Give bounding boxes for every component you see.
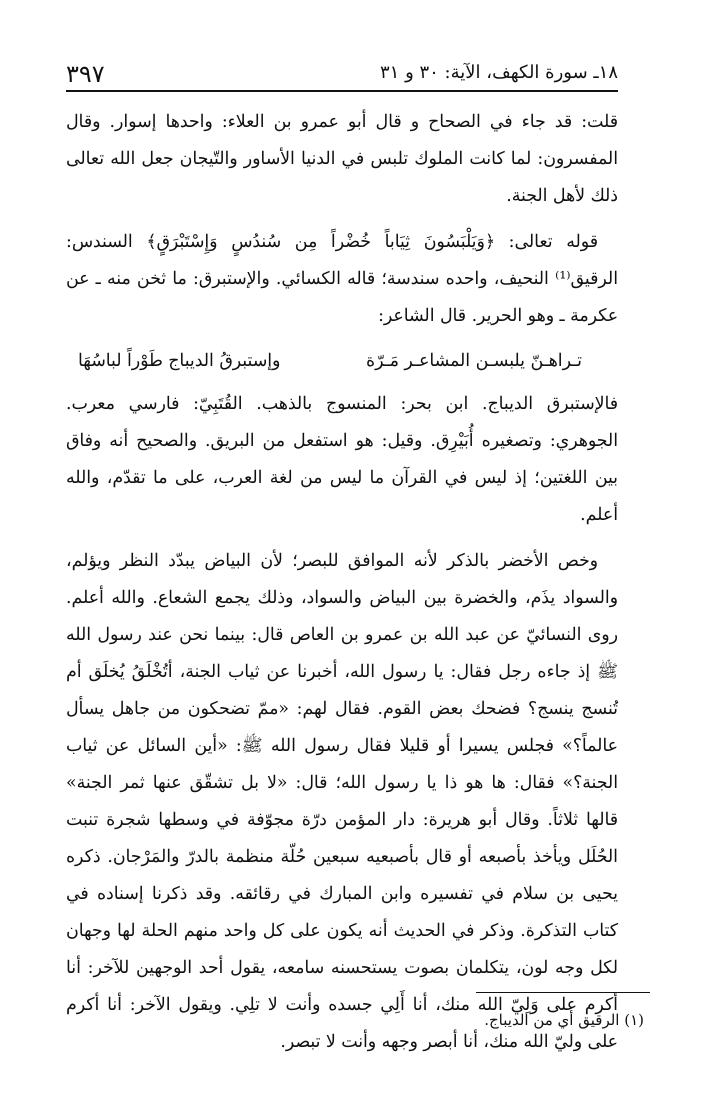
page-number: ٣٩٧ xyxy=(66,60,105,88)
footnote-rule xyxy=(476,992,650,993)
running-title: ١٨ـ سورة الكهف، الآية: ٣٠ و ٣١ xyxy=(380,62,618,83)
page-header xyxy=(66,54,618,90)
paragraph-1: قلت: قد جاء في الصحاح و قال أبو عمرو بن العلاء: واحدها إسوار. وقال المفسرون: لما كانت الملوك تلبس في الدنيا الأساور والتّيجان جعل الله تعالى ذلك لأهل الجنة. xyxy=(66,112,618,206)
paragraph-4: وخص الأخضر بالذكر لأنه الموافق للبصر؛ لأن البياض يبدّد النظر ويؤلم، والسواد يذَم، والخضرة بين البياض والسواد، وذلك يجمع الشعاع. والله أعلم. روى النسائيّ عن عبد الله بن عمرو بن العاص قال: بينما نحن عند رسول الله ﷺ إذ جاءه رجل فقال: يا رسول الله، أخبرنا عن ثياب الجنة، أتُخْلَقُ يُخلَق أم تُنسج ينسج؟ فضحك بعض القوم. فقال لهم: «ممّ تضحكون من جاهل يسأل عالماً؟» فجلس يسيرا أو قليلا فقال رسول الله ﷺ: «أين السائل عن ثياب الجنة؟» فقال: ها هو ذا يا رسول الله؛ قال: «لا بل تشقّق عنها ثمر الجنة» قالها ثلاثاً. وقال أبو هريرة: دار المؤمن درّة مجوّفة في وسطها شجرة تنبت الحُلَل ويأخذ بأصبعه أو قال بأصبعيه سبعين حُلّة منظمة بالدرّ والمَرْجان. ذكره يحيى بن سلام في تفسيره وابن المبارك في رقائقه. وقد ذكرنا إسناده في كتاب التذكرة. وذكر في الحديث أنه يكون على كل واحد منهم الحلة لها وجهان لكل وجه لون، يتكلمان بصوت يستحسنه سامعه، يقول أحد الوجهين للآخر: أنا أكرم على وَلِيّ الله منك، أنا أَلِي جسده وأنت لا تلِي. ويقول الآخر: أنا أكرم على وليّ الله منك، أنا أبصر وجهه وأنت لا تبصر. xyxy=(66,551,618,1052)
main-text xyxy=(66,104,618,1061)
paragraph-2: قوله تعالى: ﴿وَيَلْبَسُونَ ثِيَاباً خُضْراً مِن سُندُسٍ وَإِسْتَبْرَقٍ﴾ السندس: الرقيق⁽¹⁾ النحيف، واحده سندسة؛ قاله الكسائي. والإستبرق: ما ثخن منه ـ عن عكرمة ـ وهو الحرير. قال الشاعر: xyxy=(66,232,618,326)
paragraph-3: فالإستبرق الديباج. ابن بحر: المنسوج بالذهب. القُتَبِيّ: فارسي معرب. الجوهري: وتصغيره أُبَيْرِق. وقيل: هو استفعل من البريق. والصحيح أنه وفاق بين اللغتين؛ إذ ليس في القرآن ما ليس من لغة العرب، على ما تقدّم، والله أعلم. xyxy=(66,394,618,525)
poetry-verse xyxy=(78,343,582,380)
verse-second-hemistich: وإستبرقُ الديباج طَوْراً لباسُهَا xyxy=(78,351,281,371)
verse-first-hemistich: تـراهـنّ يلبسـن المشاعـر مَـرّة xyxy=(366,351,582,371)
footnote: (١) الرقيق أي من الديباج. xyxy=(484,1011,644,1029)
header-rule xyxy=(66,90,618,92)
